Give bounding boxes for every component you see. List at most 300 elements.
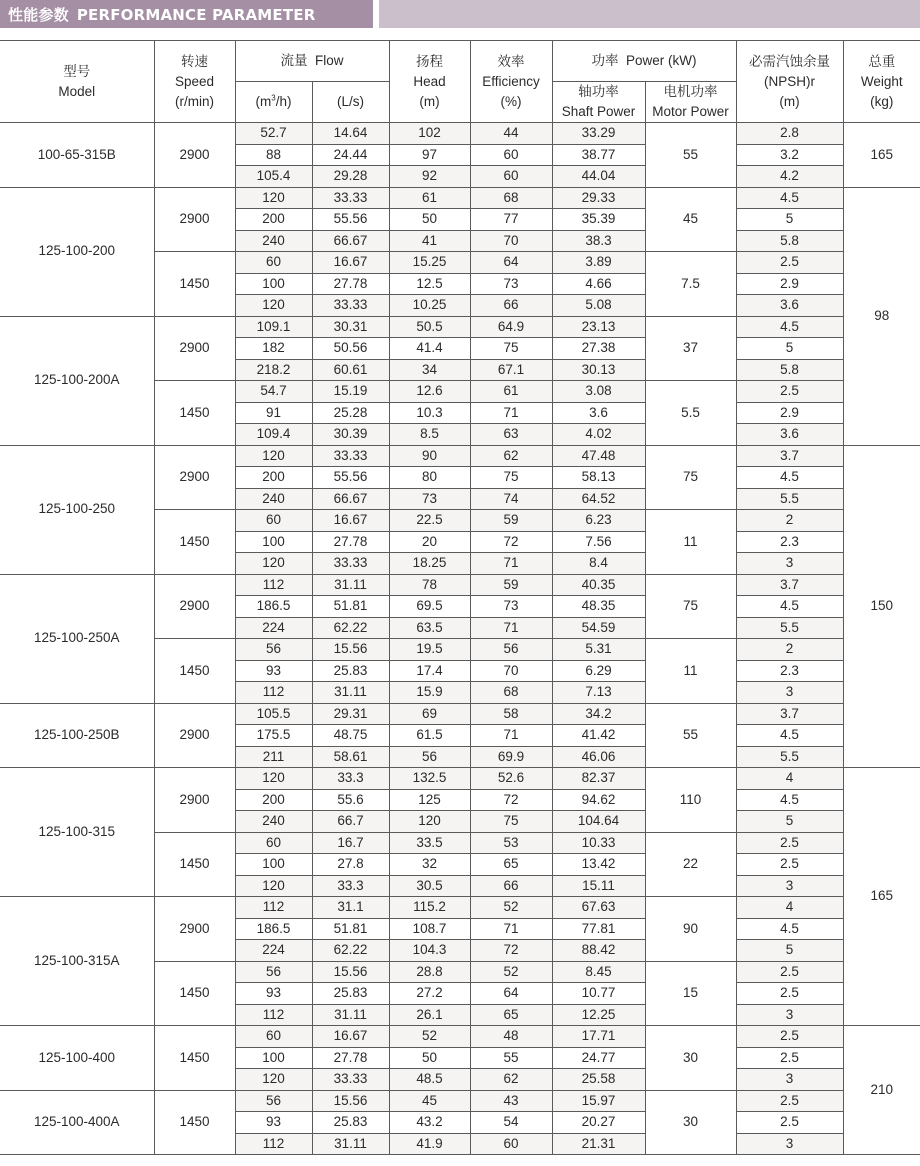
shaft-power-cell: 67.63 <box>552 897 645 919</box>
table-row <box>0 897 920 919</box>
head-cell: 27.2 <box>389 983 470 1005</box>
npsh-cell: 5 <box>736 209 843 231</box>
efficiency-cell: 70 <box>470 230 552 252</box>
shaft-power-cell: 34.2 <box>552 703 645 725</box>
table-row <box>0 316 920 338</box>
npsh-cell: 4.5 <box>736 789 843 811</box>
flow-ls-cell: 27.8 <box>312 854 389 876</box>
npsh-cell: 2.5 <box>736 1047 843 1069</box>
flow-m3h-cell: 100 <box>235 531 312 553</box>
header-flow-ls: (L/s) <box>312 82 389 123</box>
motor-power-cell: 7.5 <box>645 252 736 317</box>
speed-cell: 2900 <box>154 897 235 962</box>
model-cell: 125-100-400 <box>0 1026 154 1091</box>
flow-m3h-cell: 120 <box>235 295 312 317</box>
flow-ls-cell: 31.11 <box>312 574 389 596</box>
efficiency-cell: 75 <box>470 338 552 360</box>
head-cell: 22.5 <box>389 510 470 532</box>
shaft-power-cell: 58.13 <box>552 467 645 489</box>
speed-cell: 2900 <box>154 574 235 639</box>
shaft-power-cell: 24.77 <box>552 1047 645 1069</box>
npsh-cell: 5.5 <box>736 617 843 639</box>
head-cell: 61 <box>389 187 470 209</box>
npsh-cell: 3 <box>736 875 843 897</box>
flow-m3h-cell: 93 <box>235 1112 312 1134</box>
shaft-power-cell: 12.25 <box>552 1004 645 1026</box>
flow-m3h-cell: 93 <box>235 660 312 682</box>
shaft-power-cell: 30.13 <box>552 359 645 381</box>
speed-cell: 2900 <box>154 703 235 768</box>
npsh-cell: 3 <box>736 1004 843 1026</box>
shaft-power-cell: 7.56 <box>552 531 645 553</box>
head-cell: 97 <box>389 144 470 166</box>
flow-m3h-cell: 100 <box>235 273 312 295</box>
flow-ls-cell: 16.67 <box>312 252 389 274</box>
section-title-en: PERFORMANCE PARAMETER <box>76 6 316 24</box>
head-cell: 20 <box>389 531 470 553</box>
speed-cell: 2900 <box>154 187 235 252</box>
shaft-power-cell: 10.33 <box>552 832 645 854</box>
head-cell: 41 <box>389 230 470 252</box>
head-cell: 104.3 <box>389 940 470 962</box>
efficiency-cell: 64.9 <box>470 316 552 338</box>
efficiency-cell: 73 <box>470 596 552 618</box>
efficiency-cell: 72 <box>470 789 552 811</box>
head-cell: 18.25 <box>389 553 470 575</box>
flow-m3h-cell: 240 <box>235 811 312 833</box>
efficiency-cell: 60 <box>470 144 552 166</box>
banner-left-bar <box>0 0 373 28</box>
flow-ls-cell: 33.33 <box>312 553 389 575</box>
npsh-cell: 2.9 <box>736 402 843 424</box>
shaft-power-cell: 29.33 <box>552 187 645 209</box>
flow-ls-cell: 31.11 <box>312 1004 389 1026</box>
table-row <box>0 768 920 790</box>
npsh-cell: 2.5 <box>736 854 843 876</box>
head-cell: 50.5 <box>389 316 470 338</box>
head-cell: 26.1 <box>389 1004 470 1026</box>
npsh-cell: 4.5 <box>736 725 843 747</box>
flow-ls-cell: 16.67 <box>312 510 389 532</box>
flow-ls-cell: 14.64 <box>312 123 389 145</box>
shaft-power-cell: 4.66 <box>552 273 645 295</box>
speed-cell: 1450 <box>154 639 235 704</box>
flow-ls-cell: 33.33 <box>312 445 389 467</box>
model-cell: 125-100-250 <box>0 445 154 574</box>
flow-ls-cell: 58.61 <box>312 746 389 768</box>
flow-m3h-cell: 60 <box>235 252 312 274</box>
head-cell: 108.7 <box>389 918 470 940</box>
header-flow-m3h: $(m^3/h)$ <box>235 82 312 123</box>
flow-ls-cell: 33.33 <box>312 295 389 317</box>
npsh-cell: 5 <box>736 940 843 962</box>
shaft-power-cell: 8.4 <box>552 553 645 575</box>
flow-m3h-cell: 112 <box>235 1004 312 1026</box>
shaft-power-cell: 88.42 <box>552 940 645 962</box>
model-cell: 100-65-315B <box>0 123 154 188</box>
efficiency-cell: 55 <box>470 1047 552 1069</box>
flow-m3h-cell: 56 <box>235 1090 312 1112</box>
table-row <box>0 1090 920 1112</box>
motor-power-cell: 22 <box>645 832 736 897</box>
model-cell: 125-100-200A <box>0 316 154 445</box>
head-cell: 17.4 <box>389 660 470 682</box>
efficiency-cell: 62 <box>470 1069 552 1091</box>
shaft-power-cell: 8.45 <box>552 961 645 983</box>
npsh-cell: 3.7 <box>736 703 843 725</box>
flow-m3h-cell: 120 <box>235 1069 312 1091</box>
npsh-cell: 2.5 <box>736 1112 843 1134</box>
head-cell: 69 <box>389 703 470 725</box>
flow-m3h-cell: 105.4 <box>235 166 312 188</box>
efficiency-cell: 52 <box>470 961 552 983</box>
flow-m3h-cell: 109.1 <box>235 316 312 338</box>
efficiency-cell: 65 <box>470 854 552 876</box>
flow-m3h-cell: 112 <box>235 574 312 596</box>
efficiency-cell: 54 <box>470 1112 552 1134</box>
npsh-cell: 4 <box>736 768 843 790</box>
efficiency-cell: 43 <box>470 1090 552 1112</box>
efficiency-cell: 52 <box>470 897 552 919</box>
efficiency-cell: 72 <box>470 940 552 962</box>
flow-ls-cell: 33.3 <box>312 768 389 790</box>
table-row <box>0 123 920 145</box>
npsh-cell: 3 <box>736 682 843 704</box>
table-header <box>0 41 920 123</box>
flow-m3h-cell: 240 <box>235 488 312 510</box>
shaft-power-cell: 3.6 <box>552 402 645 424</box>
npsh-cell: 3 <box>736 553 843 575</box>
motor-power-cell: 5.5 <box>645 381 736 446</box>
flow-ls-cell: 62.22 <box>312 617 389 639</box>
flow-m3h-cell: 120 <box>235 445 312 467</box>
shaft-power-cell: 41.42 <box>552 725 645 747</box>
shaft-power-cell: 3.08 <box>552 381 645 403</box>
npsh-cell: 2.5 <box>736 252 843 274</box>
npsh-cell: 2 <box>736 639 843 661</box>
weight-cell: 165 <box>843 768 920 1026</box>
shaft-power-cell: 13.42 <box>552 854 645 876</box>
flow-ls-cell: 27.78 <box>312 273 389 295</box>
head-cell: 45 <box>389 1090 470 1112</box>
motor-power-cell: 75 <box>645 445 736 510</box>
shaft-power-cell: 27.38 <box>552 338 645 360</box>
efficiency-cell: 64 <box>470 983 552 1005</box>
head-cell: 43.2 <box>389 1112 470 1134</box>
head-cell: 12.5 <box>389 273 470 295</box>
shaft-power-cell: 64.52 <box>552 488 645 510</box>
motor-power-cell: 11 <box>645 639 736 704</box>
table-row <box>0 187 920 209</box>
shaft-power-cell: 10.77 <box>552 983 645 1005</box>
flow-m3h-cell: 88 <box>235 144 312 166</box>
npsh-cell: 2.5 <box>736 832 843 854</box>
speed-cell: 2900 <box>154 768 235 833</box>
flow-m3h-cell: 112 <box>235 897 312 919</box>
npsh-cell: 5.5 <box>736 488 843 510</box>
header-weight: 总重 Weight (kg) <box>843 41 920 123</box>
header-shaft-power: 轴功率 Shaft Power <box>552 82 645 123</box>
efficiency-cell: 60 <box>470 1133 552 1155</box>
head-cell: 125 <box>389 789 470 811</box>
efficiency-cell: 71 <box>470 402 552 424</box>
efficiency-cell: 71 <box>470 553 552 575</box>
head-cell: 50 <box>389 209 470 231</box>
flow-m3h-cell: 112 <box>235 682 312 704</box>
efficiency-cell: 77 <box>470 209 552 231</box>
flow-ls-cell: 33.3 <box>312 875 389 897</box>
flow-m3h-cell: 224 <box>235 617 312 639</box>
npsh-cell: 4 <box>736 897 843 919</box>
shaft-power-cell: 47.48 <box>552 445 645 467</box>
head-cell: 102 <box>389 123 470 145</box>
motor-power-cell: 37 <box>645 316 736 381</box>
npsh-cell: 2.3 <box>736 531 843 553</box>
efficiency-cell: 73 <box>470 273 552 295</box>
flow-m3h-cell: 175.5 <box>235 725 312 747</box>
flow-m3h-cell: 211 <box>235 746 312 768</box>
efficiency-cell: 48 <box>470 1026 552 1048</box>
npsh-cell: 3.6 <box>736 424 843 446</box>
head-cell: 10.3 <box>389 402 470 424</box>
table-row <box>0 445 920 467</box>
efficiency-cell: 71 <box>470 918 552 940</box>
model-cell: 125-100-315 <box>0 768 154 897</box>
flow-m3h-cell: 120 <box>235 187 312 209</box>
header-power: 功率 Power (kW) <box>552 41 736 82</box>
flow-ls-cell: 16.7 <box>312 832 389 854</box>
flow-ls-cell: 62.22 <box>312 940 389 962</box>
weight-cell: 98 <box>843 187 920 445</box>
efficiency-cell: 71 <box>470 725 552 747</box>
head-cell: 69.5 <box>389 596 470 618</box>
flow-m3h-cell: 200 <box>235 467 312 489</box>
shaft-power-cell: 6.29 <box>552 660 645 682</box>
npsh-cell: 4.5 <box>736 918 843 940</box>
flow-m3h-cell: 186.5 <box>235 918 312 940</box>
shaft-power-cell: 77.81 <box>552 918 645 940</box>
weight-cell: 210 <box>843 1026 920 1155</box>
shaft-power-cell: 17.71 <box>552 1026 645 1048</box>
efficiency-cell: 56 <box>470 639 552 661</box>
shaft-power-cell: 38.3 <box>552 230 645 252</box>
flow-m3h-cell: 120 <box>235 553 312 575</box>
section-title-cn: 性能参数 <box>8 6 69 24</box>
head-cell: 56 <box>389 746 470 768</box>
flow-m3h-cell: 112 <box>235 1133 312 1155</box>
flow-ls-cell: 15.56 <box>312 961 389 983</box>
shaft-power-cell: 15.97 <box>552 1090 645 1112</box>
shaft-power-cell: 20.27 <box>552 1112 645 1134</box>
speed-cell: 2900 <box>154 445 235 510</box>
flow-ls-cell: 27.78 <box>312 1047 389 1069</box>
efficiency-cell: 59 <box>470 510 552 532</box>
head-cell: 90 <box>389 445 470 467</box>
flow-ls-cell: 25.28 <box>312 402 389 424</box>
flow-m3h-cell: 56 <box>235 639 312 661</box>
head-cell: 12.6 <box>389 381 470 403</box>
efficiency-cell: 64 <box>470 252 552 274</box>
npsh-cell: 5.8 <box>736 359 843 381</box>
motor-power-cell: 55 <box>645 703 736 768</box>
head-cell: 115.2 <box>389 897 470 919</box>
efficiency-cell: 67.1 <box>470 359 552 381</box>
speed-cell: 2900 <box>154 316 235 381</box>
flow-m3h-cell: 186.5 <box>235 596 312 618</box>
npsh-cell: 4.5 <box>736 596 843 618</box>
head-cell: 52 <box>389 1026 470 1048</box>
flow-ls-cell: 31.11 <box>312 1133 389 1155</box>
npsh-cell: 4.2 <box>736 166 843 188</box>
model-cell: 125-100-400A <box>0 1090 154 1155</box>
flow-m3h-cell: 93 <box>235 983 312 1005</box>
flow-ls-cell: 15.56 <box>312 639 389 661</box>
npsh-cell: 4.5 <box>736 316 843 338</box>
efficiency-cell: 71 <box>470 617 552 639</box>
flow-ls-cell: 66.7 <box>312 811 389 833</box>
performance-table <box>0 40 920 1155</box>
shaft-power-cell: 6.23 <box>552 510 645 532</box>
flow-m3h-cell: 182 <box>235 338 312 360</box>
flow-m3h-cell: 218.2 <box>235 359 312 381</box>
shaft-power-cell: 48.35 <box>552 596 645 618</box>
npsh-cell: 5 <box>736 811 843 833</box>
efficiency-cell: 68 <box>470 682 552 704</box>
speed-cell: 1450 <box>154 1026 235 1091</box>
shaft-power-cell: 5.08 <box>552 295 645 317</box>
flow-ls-cell: 31.11 <box>312 682 389 704</box>
motor-power-cell: 45 <box>645 187 736 252</box>
shaft-power-cell: 38.77 <box>552 144 645 166</box>
weight-cell: 150 <box>843 445 920 768</box>
npsh-cell: 2.5 <box>736 983 843 1005</box>
flow-m3h-cell: 91 <box>235 402 312 424</box>
flow-ls-cell: 33.33 <box>312 1069 389 1091</box>
head-cell: 15.9 <box>389 682 470 704</box>
head-cell: 30.5 <box>389 875 470 897</box>
npsh-cell: 4.5 <box>736 467 843 489</box>
head-cell: 41.4 <box>389 338 470 360</box>
head-cell: 28.8 <box>389 961 470 983</box>
flow-ls-cell: 25.83 <box>312 1112 389 1134</box>
flow-m3h-cell: 56 <box>235 961 312 983</box>
flow-m3h-cell: 224 <box>235 940 312 962</box>
header-speed: 转速 Speed (r/min) <box>154 41 235 123</box>
flow-ls-cell: 60.61 <box>312 359 389 381</box>
speed-cell: 1450 <box>154 381 235 446</box>
flow-ls-cell: 25.83 <box>312 660 389 682</box>
flow-m3h-cell: 109.4 <box>235 424 312 446</box>
flow-m3h-cell: 60 <box>235 832 312 854</box>
head-cell: 80 <box>389 467 470 489</box>
flow-ls-cell: 16.67 <box>312 1026 389 1048</box>
efficiency-cell: 72 <box>470 531 552 553</box>
efficiency-cell: 52.6 <box>470 768 552 790</box>
flow-ls-cell: 66.67 <box>312 230 389 252</box>
efficiency-cell: 69.9 <box>470 746 552 768</box>
efficiency-cell: 66 <box>470 295 552 317</box>
flow-m3h-cell: 105.5 <box>235 703 312 725</box>
efficiency-cell: 65 <box>470 1004 552 1026</box>
npsh-cell: 5.5 <box>736 746 843 768</box>
head-cell: 132.5 <box>389 768 470 790</box>
shaft-power-cell: 82.37 <box>552 768 645 790</box>
shaft-power-cell: 44.04 <box>552 166 645 188</box>
shaft-power-cell: 15.11 <box>552 875 645 897</box>
shaft-power-cell: 23.13 <box>552 316 645 338</box>
speed-cell: 1450 <box>154 832 235 897</box>
head-cell: 120 <box>389 811 470 833</box>
flow-m3h-cell: 60 <box>235 1026 312 1048</box>
npsh-cell: 4.5 <box>736 187 843 209</box>
efficiency-cell: 68 <box>470 187 552 209</box>
shaft-power-cell: 25.58 <box>552 1069 645 1091</box>
table-row <box>0 703 920 725</box>
shaft-power-cell: 4.02 <box>552 424 645 446</box>
header-npsh: 必需汽蚀余量 (NPSH)r (m) <box>736 41 843 123</box>
flow-m3h-cell: 52.7 <box>235 123 312 145</box>
shaft-power-cell: 46.06 <box>552 746 645 768</box>
efficiency-cell: 70 <box>470 660 552 682</box>
head-cell: 50 <box>389 1047 470 1069</box>
flow-m3h-cell: 240 <box>235 230 312 252</box>
speed-cell: 1450 <box>154 1090 235 1155</box>
flow-ls-cell: 25.83 <box>312 983 389 1005</box>
flow-ls-cell: 55.56 <box>312 467 389 489</box>
head-cell: 33.5 <box>389 832 470 854</box>
npsh-cell: 5 <box>736 338 843 360</box>
motor-power-cell: 110 <box>645 768 736 833</box>
efficiency-cell: 63 <box>470 424 552 446</box>
npsh-cell: 3.7 <box>736 574 843 596</box>
shaft-power-cell: 40.35 <box>552 574 645 596</box>
head-cell: 73 <box>389 488 470 510</box>
motor-power-cell: 30 <box>645 1090 736 1155</box>
speed-cell: 2900 <box>154 123 235 188</box>
flow-ls-cell: 30.39 <box>312 424 389 446</box>
header-efficiency: 效率 Efficiency (%) <box>470 41 552 123</box>
efficiency-cell: 75 <box>470 811 552 833</box>
shaft-power-cell: 3.89 <box>552 252 645 274</box>
flow-ls-cell: 48.75 <box>312 725 389 747</box>
efficiency-cell: 75 <box>470 467 552 489</box>
header-flow: 流量 Flow <box>235 41 389 82</box>
npsh-cell: 3.6 <box>736 295 843 317</box>
flow-m3h-cell: 54.7 <box>235 381 312 403</box>
shaft-power-cell: 5.31 <box>552 639 645 661</box>
weight-cell: 165 <box>843 123 920 188</box>
flow-ls-cell: 15.56 <box>312 1090 389 1112</box>
flow-ls-cell: 29.31 <box>312 703 389 725</box>
head-cell: 34 <box>389 359 470 381</box>
head-cell: 32 <box>389 854 470 876</box>
flow-m3h-cell: 60 <box>235 510 312 532</box>
flow-ls-cell: 66.67 <box>312 488 389 510</box>
model-cell: 125-100-315A <box>0 897 154 1026</box>
npsh-cell: 2.5 <box>736 1026 843 1048</box>
npsh-cell: 3.2 <box>736 144 843 166</box>
shaft-power-cell: 7.13 <box>552 682 645 704</box>
head-cell: 48.5 <box>389 1069 470 1091</box>
npsh-cell: 2.9 <box>736 273 843 295</box>
header-motor-power: 电机功率 Motor Power <box>645 82 736 123</box>
efficiency-cell: 61 <box>470 381 552 403</box>
table-body <box>0 123 920 1155</box>
npsh-cell: 2.5 <box>736 961 843 983</box>
head-cell: 15.25 <box>389 252 470 274</box>
section-title <box>8 4 316 25</box>
model-cell: 125-100-250B <box>0 703 154 768</box>
